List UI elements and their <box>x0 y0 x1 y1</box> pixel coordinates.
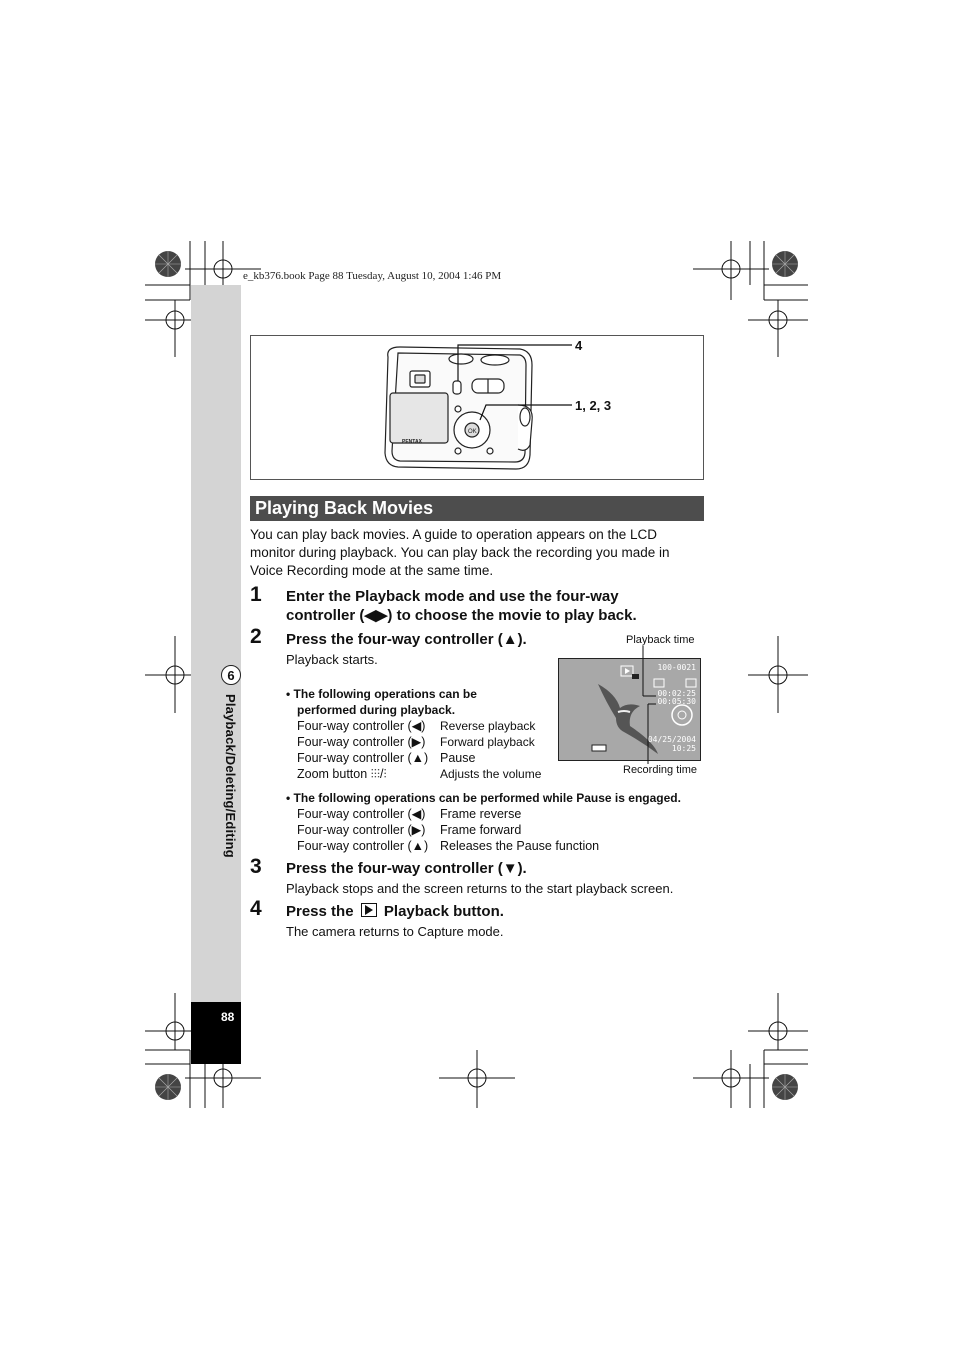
playback-op-row <box>297 750 476 766</box>
playback-ops-heading-line2: performed during playback. <box>297 703 456 717</box>
page-number: 88 <box>221 1010 235 1024</box>
step-3-number: 3 <box>250 855 262 878</box>
callout-steps-1-2-3: 1, 2, 3 <box>575 398 612 413</box>
lcd-label-recording-time: Recording time <box>623 764 697 776</box>
callout-step-4: 4 <box>575 338 583 353</box>
op-control: Four-way controller (◀) <box>297 719 426 733</box>
op-action: Releases the Pause function <box>440 839 600 853</box>
pause-op-row <box>297 838 600 854</box>
playback-ops-heading-line1: • The following operations can be <box>286 687 477 701</box>
op-action: Reverse playback <box>440 719 536 733</box>
step-4-title <box>286 902 504 921</box>
step-4-description: The camera returns to Capture mode. <box>286 924 504 939</box>
op-control: Four-way controller (◀) <box>297 807 426 821</box>
lcd-label-playback-time: Playback time <box>626 634 695 646</box>
pause-ops-heading: • The following operations can be performed while Pause is engaged. <box>286 791 681 805</box>
step-2-number: 2 <box>250 625 262 648</box>
print-header: e_kb376.book Page 88 Tuesday, August 10, 2004 1:46 PM <box>243 270 502 282</box>
chapter-title-text: Playback/Deleting/Editing <box>223 694 238 858</box>
pause-op-row <box>297 822 522 838</box>
playback-op-row <box>297 766 542 782</box>
op-action: Forward playback <box>440 735 535 749</box>
playback-op-row <box>297 734 535 750</box>
pause-op-row <box>297 806 522 822</box>
lcd-date: 04/25/2004 <box>647 735 696 744</box>
battery-icon <box>592 745 606 751</box>
lcd-file-number: 100-0021 <box>657 663 696 672</box>
step-3-description: Playback stops and the screen returns to the start playback screen. <box>286 881 674 896</box>
op-control: Four-way controller (▲) <box>297 751 429 765</box>
step-1-title-line2: controller (◀▶) to choose the movie to play back. <box>286 607 637 624</box>
op-control: Zoom button ⫶⫶⫶/⫶ <box>297 767 387 781</box>
lcd-recording-time: 00:05:30 <box>657 697 696 706</box>
op-control: Four-way controller (▶) <box>297 735 426 749</box>
op-action: Frame forward <box>440 823 522 837</box>
step-2-description: Playback starts. <box>286 652 378 667</box>
step-2-title: Press the four-way controller (▲). <box>286 631 527 648</box>
step-3-title: Press the four-way controller (▼). <box>286 860 527 877</box>
camera-illustration <box>250 335 704 480</box>
step-1-number: 1 <box>250 583 262 606</box>
chapter-number-badge: 6 <box>221 665 241 685</box>
svg-text:OK: OK <box>468 429 477 435</box>
playback-op-row <box>297 718 536 734</box>
step-4-title-prefix: Press the <box>286 903 354 920</box>
lcd-playback-time: 00:02:25 <box>657 689 696 698</box>
op-control: Four-way controller (▲) <box>297 839 429 853</box>
op-control: Four-way controller (▶) <box>297 823 426 837</box>
op-action: Adjusts the volume <box>440 767 542 781</box>
section-intro: You can play back movies. A guide to operation appears on the LCD monitor during playback. You can play back the recording you made in Voice Recording mode at the same time. <box>250 527 670 578</box>
step-1-title-line1: Enter the Playback mode and use the four-way <box>286 588 619 605</box>
lcd-time: 10:25 <box>671 744 696 753</box>
op-action: Pause <box>440 751 476 765</box>
lcd-screen-illustration <box>558 646 704 766</box>
camera-brand-label: PENTAX <box>402 439 422 445</box>
section-title: Playing Back Movies <box>255 498 434 518</box>
op-action: Frame reverse <box>440 807 522 821</box>
chapter-title-vertical <box>221 694 241 874</box>
playback-button-icon <box>361 903 377 917</box>
step-4-number: 4 <box>250 897 262 920</box>
step-4-title-suffix: Playback button. <box>383 903 504 920</box>
